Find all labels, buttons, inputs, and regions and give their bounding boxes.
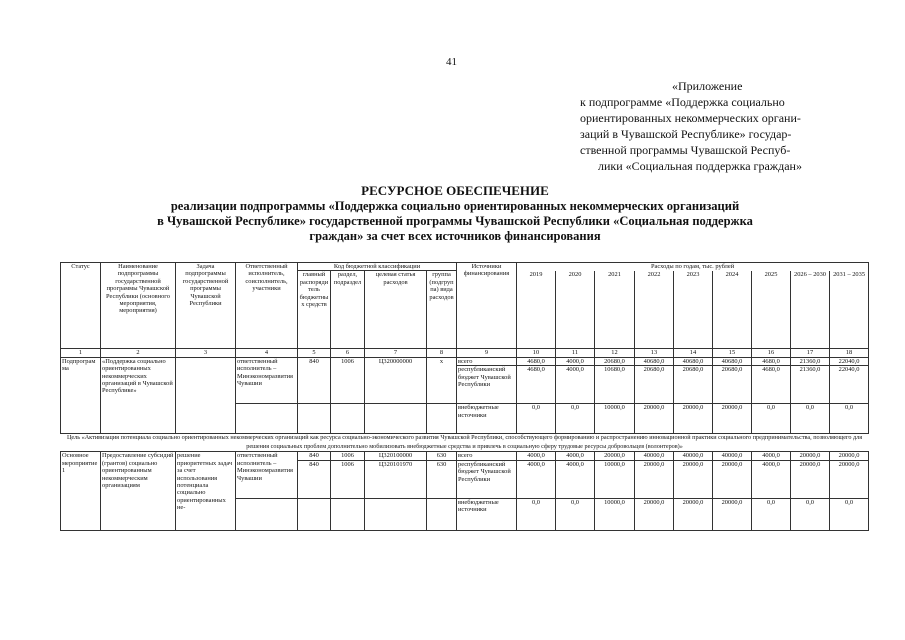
header-budget-code: Код бюджетной классификации <box>298 263 457 271</box>
column-number: 18 <box>830 349 869 357</box>
cell-grbs: 840 <box>298 357 331 403</box>
cell-target <box>365 404 427 434</box>
header-grbs: главный распорядитель бюджетных средств <box>298 271 331 349</box>
cell-status: Основное мероприятие 1 <box>61 452 101 530</box>
document-subtitle-line: граждан» за счет всех источников финансирования <box>309 229 601 243</box>
header-year: 2031 – 2035 <box>830 271 869 349</box>
cell-status: Подпрограмма <box>61 357 101 433</box>
cell-task: решение приоритетных задач за счет использования потенциала социально ориентированных не- <box>176 452 236 530</box>
cell-value: 20680,0 <box>595 357 635 365</box>
column-number: 17 <box>791 349 830 357</box>
cell-value: 0,0 <box>517 498 556 530</box>
cell-source: всего <box>457 452 517 460</box>
cell-source: республиканский бюджет Чувашской Республики <box>457 460 517 498</box>
cell-name: Предоставление субсидий (грантов) социально ориентированным некоммерческим организациям <box>101 452 176 530</box>
cell-value: 20000,0 <box>595 452 635 460</box>
cell-group: х <box>427 357 457 403</box>
header-year: 2026 – 2030 <box>791 271 830 349</box>
cell-value: 0,0 <box>517 404 556 434</box>
cell-value: 20000,0 <box>830 460 869 498</box>
cell-value: 10680,0 <box>595 366 635 404</box>
column-number: 13 <box>635 349 674 357</box>
cell-value: 0,0 <box>830 498 869 530</box>
document-subtitle-line: реализации подпрограммы «Поддержка социально ориентированных некоммерческих организаций <box>170 199 740 213</box>
appendix-line: к подпрограмме «Поддержка социально <box>580 95 785 109</box>
header-name: Наименование подпрограммы государственной программы Чувашской Республики (основного мероприятия, мероприятия) <box>101 263 176 349</box>
header-sources: Источники финансирования <box>457 263 517 349</box>
cell-executor <box>236 404 298 434</box>
cell-group: 630 <box>427 460 457 498</box>
goal-text: Цель «Активизация потенциала социально ориентированных некоммерческих организаций как ресурса социально-экономического развития Чувашской Республики, способствующего формированию и распространению инновационной практики социального предпринимательства, позволяющего для решения социальных проблем дополнительно мобилизовать внебюджетные средства и привлечь в социальную сферу трудовые ресурсы добровольцев (волонтеров)» <box>61 434 869 452</box>
cell-value: 0,0 <box>556 498 595 530</box>
column-number: 12 <box>595 349 635 357</box>
column-number: 7 <box>365 349 427 357</box>
cell-value: 20680,0 <box>635 366 674 404</box>
cell-group: 630 <box>427 452 457 460</box>
header-year: 2019 <box>517 271 556 349</box>
cell-value: 20680,0 <box>713 366 752 404</box>
header-group: группа (подгруппа) вида расходов <box>427 271 457 349</box>
cell-value: 40680,0 <box>674 357 713 365</box>
cell-value: 20000,0 <box>791 460 830 498</box>
cell-value: 0,0 <box>556 404 595 434</box>
document-heading <box>60 183 850 244</box>
cell-value: 4000,0 <box>556 357 595 365</box>
cell-value: 0,0 <box>752 498 791 530</box>
column-number: 3 <box>176 349 236 357</box>
cell-value: 20000,0 <box>713 460 752 498</box>
cell-value: 4680,0 <box>517 357 556 365</box>
cell-value: 20000,0 <box>791 452 830 460</box>
header-year: 2024 <box>713 271 752 349</box>
cell-value: 20000,0 <box>635 404 674 434</box>
cell-grbs: 840 <box>298 452 331 460</box>
cell-task <box>176 357 236 433</box>
cell-value: 21360,0 <box>791 366 830 404</box>
cell-value: 4000,0 <box>752 452 791 460</box>
cell-value: 20000,0 <box>635 460 674 498</box>
table-row <box>61 452 869 460</box>
cell-grbs <box>298 498 331 530</box>
cell-value: 20000,0 <box>674 404 713 434</box>
cell-source: всего <box>457 357 517 365</box>
appendix-line: ственной программы Чувашской Респуб- <box>580 143 791 157</box>
cell-source: республиканский бюджет Чувашской Республики <box>457 366 517 404</box>
cell-value: 40680,0 <box>713 357 752 365</box>
cell-section <box>331 498 365 530</box>
header-year: 2022 <box>635 271 674 349</box>
column-number: 9 <box>457 349 517 357</box>
cell-value: 22040,0 <box>830 357 869 365</box>
column-number: 5 <box>298 349 331 357</box>
cell-value: 20000,0 <box>635 498 674 530</box>
cell-value: 4680,0 <box>752 357 791 365</box>
cell-value: 4000,0 <box>752 460 791 498</box>
cell-target: Ц320101970 <box>365 460 427 498</box>
goal-row <box>61 434 869 452</box>
cell-value: 40680,0 <box>635 357 674 365</box>
page-number: 41 <box>446 56 457 68</box>
cell-executor <box>236 498 298 530</box>
header-year: 2020 <box>556 271 595 349</box>
cell-value: 10000,0 <box>595 460 635 498</box>
header-year: 2023 <box>674 271 713 349</box>
cell-source: внебюджетные источники <box>457 498 517 530</box>
cell-value: 20680,0 <box>674 366 713 404</box>
header-status: Статус <box>61 263 101 349</box>
cell-value: 4680,0 <box>517 366 556 404</box>
column-number: 8 <box>427 349 457 357</box>
appendix-line: заций в Чувашской Республике» государ- <box>580 127 792 141</box>
column-number: 10 <box>517 349 556 357</box>
cell-value: 0,0 <box>752 404 791 434</box>
cell-value: 10000,0 <box>595 404 635 434</box>
cell-executor: ответственный исполнитель – Минэкономразвития Чувашии <box>236 452 298 498</box>
header-year: 2021 <box>595 271 635 349</box>
cell-value: 4000,0 <box>556 366 595 404</box>
cell-value: 20000,0 <box>713 498 752 530</box>
cell-value: 40000,0 <box>635 452 674 460</box>
cell-value: 4000,0 <box>556 460 595 498</box>
cell-value: 22040,0 <box>830 366 869 404</box>
header-executor: Ответственный исполнитель, соисполнитель, участники <box>236 263 298 349</box>
column-number: 15 <box>713 349 752 357</box>
cell-value: 0,0 <box>791 498 830 530</box>
table-row <box>61 357 869 365</box>
header-task: Задача подпрограммы государственной программы Чувашской Республики <box>176 263 236 349</box>
cell-value: 4000,0 <box>517 460 556 498</box>
column-number: 14 <box>674 349 713 357</box>
column-number: 16 <box>752 349 791 357</box>
cell-value: 40000,0 <box>713 452 752 460</box>
cell-value: 4000,0 <box>556 452 595 460</box>
cell-value: 0,0 <box>791 404 830 434</box>
column-number: 4 <box>236 349 298 357</box>
appendix-line: ориентированных некоммерческих органи- <box>580 111 801 125</box>
cell-value: 4000,0 <box>517 452 556 460</box>
column-number: 6 <box>331 349 365 357</box>
cell-value: 10000,0 <box>595 498 635 530</box>
resource-table <box>60 262 869 531</box>
cell-value: 20000,0 <box>674 460 713 498</box>
cell-group <box>427 404 457 434</box>
header-year: 2025 <box>752 271 791 349</box>
cell-value: 20000,0 <box>674 498 713 530</box>
document-subtitle-line: в Чувашской Республике» государственной программы Чувашской Республики «Социальная поддержка <box>157 214 753 228</box>
cell-value: 21360,0 <box>791 357 830 365</box>
column-number: 11 <box>556 349 595 357</box>
column-numbers-row <box>61 349 869 357</box>
header-target: целевая статья расходов <box>365 271 427 349</box>
cell-group <box>427 498 457 530</box>
cell-value: 4680,0 <box>752 366 791 404</box>
cell-target <box>365 498 427 530</box>
appendix-line: «Приложение <box>672 79 743 93</box>
cell-value: 20000,0 <box>713 404 752 434</box>
cell-name: «Поддержка социально ориентированных некоммерческих организаций в Чувашской Республике» <box>101 357 176 433</box>
cell-value: 20000,0 <box>830 452 869 460</box>
cell-grbs: 840 <box>298 460 331 498</box>
column-number: 2 <box>101 349 176 357</box>
cell-target: Ц320000000 <box>365 357 427 403</box>
cell-grbs <box>298 404 331 434</box>
cell-source: внебюджетные источники <box>457 404 517 434</box>
cell-value: 40000,0 <box>674 452 713 460</box>
cell-value: 0,0 <box>830 404 869 434</box>
appendix-note <box>580 78 838 174</box>
cell-target: Ц320100000 <box>365 452 427 460</box>
header-expenses: Расходы по годам, тыс. рублей <box>517 263 869 271</box>
column-number: 1 <box>61 349 101 357</box>
cell-section <box>331 404 365 434</box>
cell-section: 1006 <box>331 460 365 498</box>
appendix-line: лики «Социальная поддержка граждан» <box>598 159 802 173</box>
cell-section: 1006 <box>331 452 365 460</box>
cell-executor: ответственный исполнитель – Минэкономразвития Чувашии <box>236 357 298 403</box>
document-title: РЕСУРСНОЕ ОБЕСПЕЧЕНИЕ <box>361 183 549 198</box>
cell-section: 1006 <box>331 357 365 403</box>
header-section: раздел, подраздел <box>331 271 365 349</box>
